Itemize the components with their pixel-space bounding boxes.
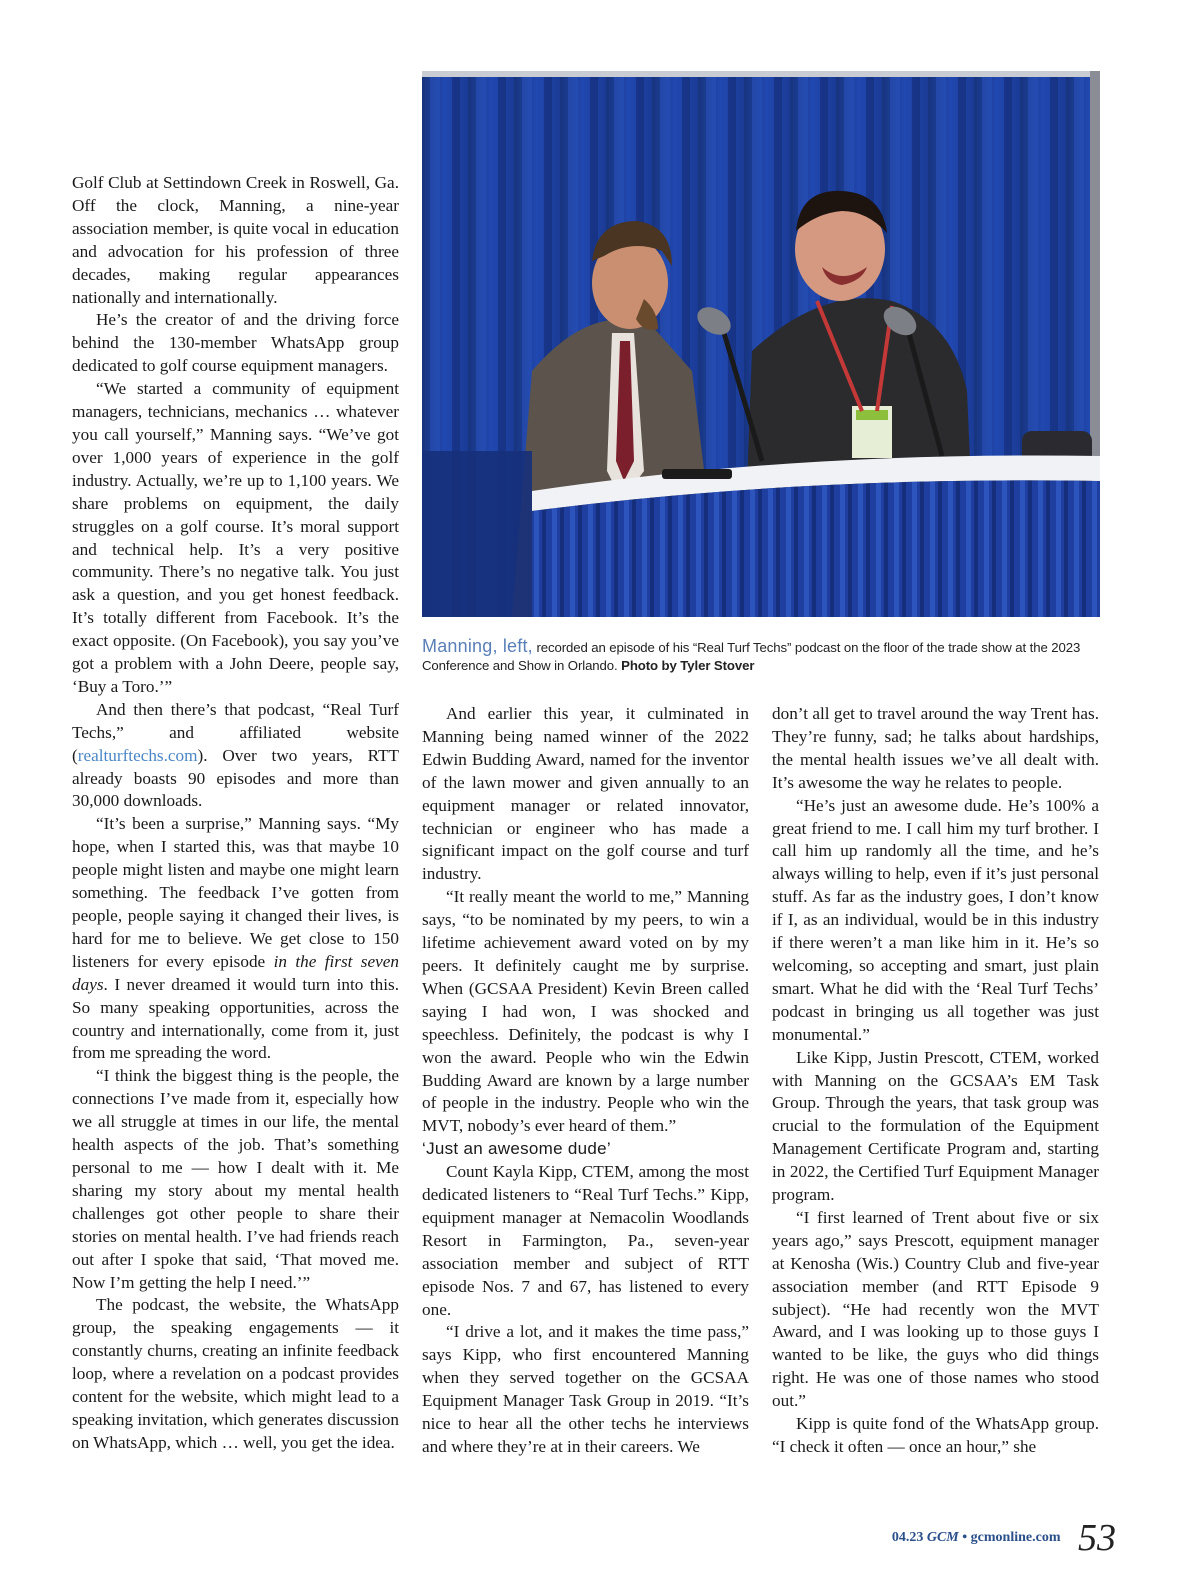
paragraph: He’s the creator of and the driving force behind the 130-member WhatsApp group dedicated to golf course equipment managers. (72, 310, 399, 376)
paragraph (72, 813, 399, 1065)
paragraph: “It really meant the world to me,” Manning says, “to be nominated by my peers, to win a lifetime achievement award voted on by my peers. It definitely caught me by surprise. When (GCSAA President) Kevin Breen called saying I had won, I was shocked and speechless. Definitely, the podcast is why I won the award. People who win the Edwin Budding Award are known by a large number of people in the industry. People who win the MVT, nobody’s ever heard of them.” (422, 887, 749, 1136)
paragraph (72, 699, 399, 814)
footer-meta (892, 1530, 1064, 1545)
photo-credit: Photo by Tyler Stover (621, 658, 755, 673)
paragraph: Golf Club at Settindown Creek in Roswell, Ga. Off the clock, Manning, a nine-year association member, is quite vocal in education and advocation for his profession of three decades, making regular appearances nationally and internationally. (72, 173, 399, 307)
magazine-name: GCM (926, 1530, 959, 1545)
article-column-3 (772, 703, 1099, 1459)
paragraph: Like Kipp, Justin Prescott, CTEM, worked with Manning on the GCSAA’s EM Task Group. Through the years, that task group was crucial to the formulation of the Equipment Management Certificate Program and, starting in 2022, the Certified Turf Equipment Manager program. (772, 1047, 1099, 1205)
paragraph: Kipp is quite fond of the WhatsApp group. “I check it often — once an hour,” she (772, 1414, 1099, 1456)
paragraph: “I drive a lot, and it makes the time pass,” says Kipp, who first encountered Manning when they served together on the GCSAA Equipment Manager Task Group in 2019. “It’s nice to hear all the other techs he interviews and where they’re at in their careers. We (422, 1322, 749, 1456)
paragraph: “He’s just an awesome dude. He’s 100% a great friend to me. I call him my turf brother. I call him up randomly all the time, and he’s always willing to help, even if it’s just personal stuff. As far as the industry goes, I don’t know if I, as an individual, would be in this industry if there weren’t a man like him in it. He’s so welcoming, so accepting and smart, just plain smart. What he did with the ‘Real Turf Techs’ podcast in bringing us all together was just monumental.” (772, 795, 1099, 1044)
podcast-photo (422, 71, 1100, 617)
photo-caption (422, 637, 1102, 675)
emphasis-text: in the first seven days (72, 951, 399, 994)
caption-body: recorded an episode of his “Real Turf Techs” podcast on the floor of the trade show at the 2023 Conference and Show in Orlando. (422, 640, 1081, 673)
paragraph-text: . I never dreamed it would turn into this. So many speaking opportunities, across the country and internationally, come from it, just from me spreading the word. (72, 974, 399, 1063)
caption-lead: Manning, left, (422, 636, 533, 656)
website-link[interactable]: realturftechs.com (77, 745, 198, 765)
paragraph: “I think the biggest thing is the people, the connections I’ve made from it, especially how we all struggle at times in our life, the mental health aspects of the job. That’s something personal to me — how I dealt with it. Me sharing my story about my mental health challenges got other people to share their stories on mental health. I’ve had friends reach out after I spoke that said, ‘That moved me. Now I’m getting the help I need.’” (72, 1066, 399, 1292)
paragraph-text: ). Over two years, RTT already boasts 90 episodes and more than 30,000 downloads. (72, 745, 399, 811)
paragraph: The podcast, the website, the WhatsApp group, the speaking engagements — it constantly churns, creating an infinite feedback loop, where a revelation on a podcast provides content for the website, which might lead to a speaking invitation, which generates discussion on WhatsApp, which … well, you get the idea. (72, 1295, 399, 1452)
paragraph: “I first learned of Trent about five or six years ago,” says Prescott, equipment manager at Kenosha (Wis.) Country Club and five-year association member (and RTT Episode 9 subject). “He had recently won the MVT Award, and I was looking up to those guys I wanted to be like, the guys who did things right. He was one of those names who stood out.” (772, 1207, 1099, 1411)
paragraph: “We started a community of equipment managers, technicians, mechanics … whatever you call yourself,” Manning says. “We’ve got over 1,000 years of experience in the golf industry. Actually, we’re up to 1,100 years. We share problems on equipment, the daily struggles on a golf course. It’s moral support and technical help. It’s a very positive community. There’s no negative talk. You just ask a question, and you get honest feedback. It’s totally different from Facebook. It’s the exact opposite. (On Facebook), you say you’ve got a problem with a John Deere, people say, ‘Buy a Toro.’” (72, 379, 399, 696)
section-subhead: ‘Just an awesome dude’ (422, 1139, 611, 1159)
paragraph-text: “It’s been a surprise,” Manning says. “My hope, when I started this, was that maybe 10 people might listen and maybe one might learn something. The feedback I’ve gotten from people, people saying it changed their lives, is hard for me to believe. We get close to 150 listeners for every episode (72, 814, 399, 971)
page-footer (892, 1516, 1116, 1560)
website-url[interactable]: gcmonline.com (970, 1530, 1061, 1545)
paragraph: And earlier this year, it culminated in Manning being named winner of the 2022 Edwin Budding Award, named for the inventor of the lawn mower and given annually to an equipment manager or related innovator, technician or engineer who has made a significant impact on the golf course and turf industry. (422, 704, 749, 884)
paragraph-text: And then there’s that podcast, “Real Turf Techs,” and affiliated website ( (72, 699, 399, 765)
issue-date: 04.23 (891, 1530, 924, 1545)
photo-illustration (422, 71, 1100, 617)
footer-bullet: • (962, 1530, 968, 1545)
article-column-2 (422, 703, 749, 1459)
paragraph: don’t all get to travel around the way Trent has. They’re funny, sad; he talks about hardships, the mental health issues we’ve all dealt with. It’s awesome the way he relates to people. (772, 704, 1099, 792)
page-number: 53 (1078, 1517, 1116, 1559)
article-column-1 (72, 172, 399, 1455)
paragraph: Count Kayla Kipp, CTEM, among the most dedicated listeners to “Real Turf Techs.” Kipp, equipment manager at Nemacolin Woodlands Resort in Farmington, Pa., seven-year association member and subject of RTT episode Nos. 7 and 67, has listened to every one. (422, 1162, 749, 1319)
